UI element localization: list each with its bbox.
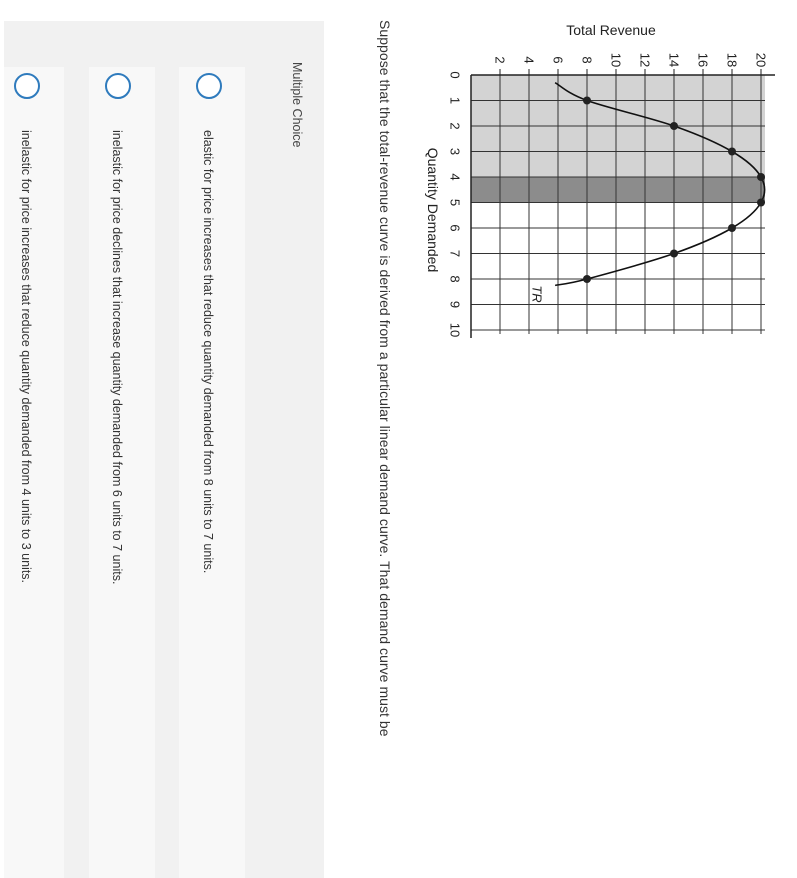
tr-point-q6 bbox=[728, 224, 736, 232]
multiple-choice-label: Multiple Choice bbox=[290, 62, 304, 148]
quantity-tick-label-0: 0 bbox=[447, 71, 463, 79]
tr-point-q8 bbox=[583, 275, 591, 283]
revenue-tick-label-18: 18 bbox=[724, 52, 740, 68]
shaded-region-2 bbox=[471, 177, 765, 203]
revenue-tick-label-20: 20 bbox=[753, 52, 769, 68]
choice-radio-a[interactable] bbox=[196, 73, 222, 99]
question-text: Suppose that the total-revenue curve is derived from a particular linear demand curve. That demand curve must be bbox=[377, 20, 393, 737]
tr-point-q7 bbox=[670, 250, 678, 258]
revenue-tick-label-12: 12 bbox=[637, 52, 653, 68]
multiple-choice-panel bbox=[4, 21, 324, 878]
tr-point-q4 bbox=[757, 173, 765, 181]
curve-label-tr: TR bbox=[529, 285, 545, 303]
tr-point-q2 bbox=[670, 122, 678, 130]
revenue-tick-label-14: 14 bbox=[666, 52, 682, 68]
quantity-tick-label-3: 3 bbox=[447, 147, 463, 156]
revenue-tick-label-16: 16 bbox=[695, 52, 711, 68]
quantity-tick-label-6: 6 bbox=[447, 224, 463, 232]
revenue-tick-label-8: 8 bbox=[579, 56, 595, 64]
revenue-tick-label-4: 4 bbox=[521, 56, 537, 64]
quantity-axis-title: Quantity Demanded bbox=[425, 147, 442, 273]
revenue-tick-label-2: 2 bbox=[492, 56, 508, 64]
quantity-tick-label-7: 7 bbox=[447, 249, 463, 258]
quantity-tick-label-1: 1 bbox=[447, 96, 463, 105]
quantity-tick-label-10: 10 bbox=[447, 322, 463, 338]
revenue-tick-label-10: 10 bbox=[608, 52, 624, 68]
tr-point-q3 bbox=[728, 148, 736, 156]
total-revenue-chart bbox=[380, 0, 797, 360]
revenue-axis-title: Total Revenue bbox=[566, 22, 656, 38]
choice-text-b[interactable]: inelastic for price declines that increase quantity demanded from 6 units to 7 units. bbox=[110, 130, 124, 585]
revenue-tick-label-6: 6 bbox=[550, 56, 566, 64]
choice-text-a[interactable]: elastic for price increases that reduce quantity demanded from 8 units to 7 units. bbox=[201, 130, 215, 574]
chart-shading bbox=[471, 75, 765, 203]
quantity-tick-label-9: 9 bbox=[447, 300, 463, 309]
quantity-tick-label-8: 8 bbox=[447, 275, 463, 283]
quantity-tick-label-4: 4 bbox=[447, 173, 463, 181]
choice-option-c[interactable] bbox=[4, 67, 64, 878]
choice-radio-b[interactable] bbox=[105, 73, 131, 99]
tr-point-q1 bbox=[583, 97, 591, 105]
tr-point-q5 bbox=[757, 199, 765, 207]
choice-radio-c[interactable] bbox=[14, 73, 40, 99]
choice-text-c[interactable]: inelastic for price increases that reduce quantity demanded from 4 units to 3 units. bbox=[19, 130, 33, 584]
quantity-tick-label-5: 5 bbox=[447, 198, 463, 207]
quantity-tick-label-2: 2 bbox=[447, 122, 463, 130]
